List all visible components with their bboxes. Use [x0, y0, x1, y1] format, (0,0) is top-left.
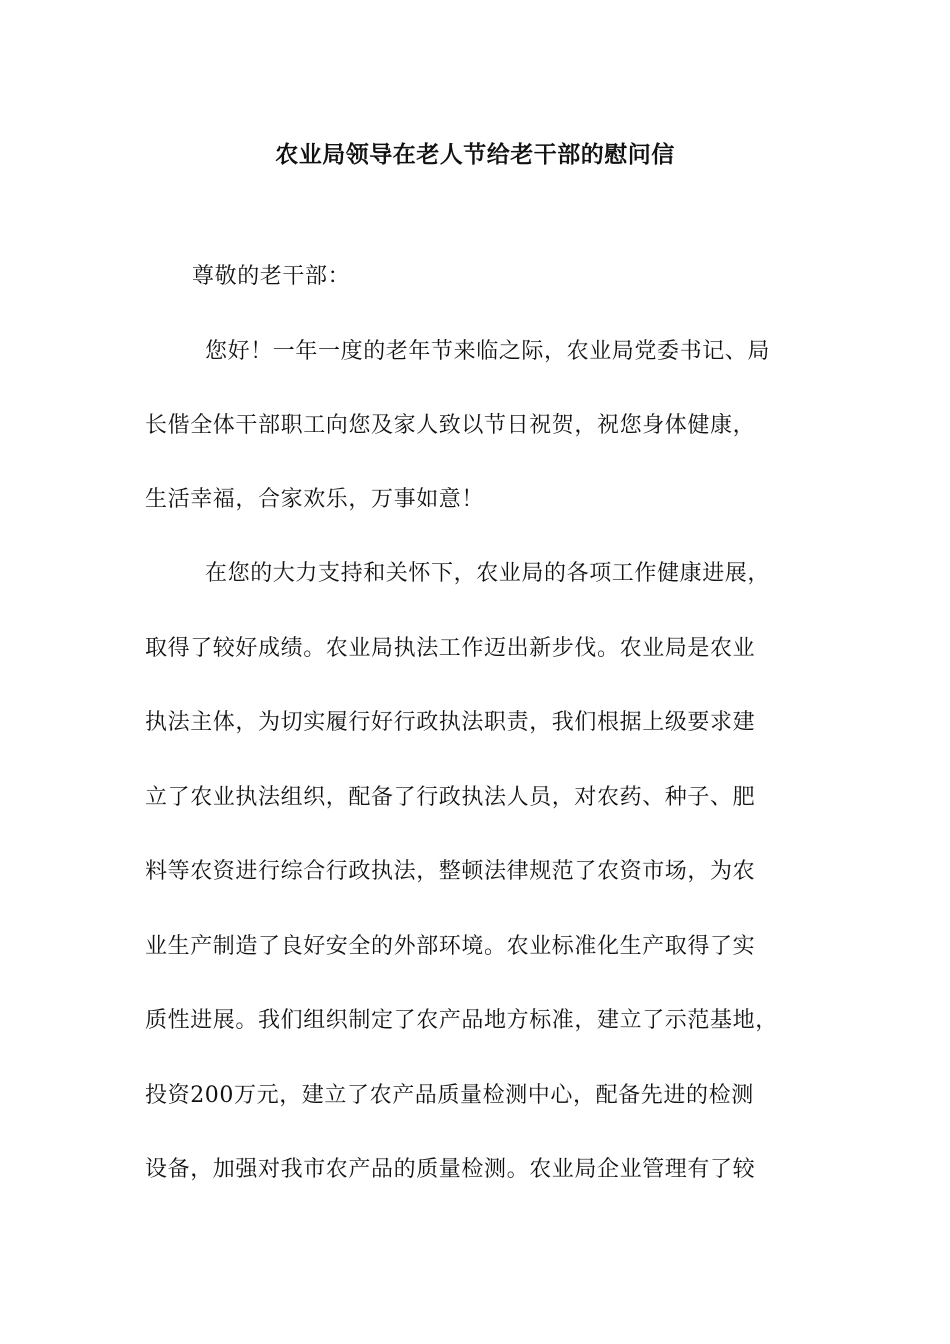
- salutation: 尊敬的老干部：: [192, 264, 351, 289]
- letter-title: 农业局领导在老人节给老干部的慰问信: [275, 141, 675, 168]
- paragraph-2-line-3: 执法主体，为切实履行好行政执法职责，我们根据上级要求建: [145, 710, 756, 735]
- paragraph-2-line-9: 设备，加强对我市农产品的质量检测。农业局企业管理有了较: [145, 1157, 756, 1182]
- paragraph-2-line-4: 立了农业执法组织，配备了行政执法人员，对农药、种子、肥: [145, 785, 756, 810]
- paragraph-2-line-1: 在您的大力支持和关怀下，农业局的各项工作健康进展，: [205, 561, 771, 586]
- paragraph-1-line-2: 长偕全体干部职工向您及家人致以节日祝贺，祝您身体健康，: [145, 413, 756, 438]
- paragraph-2-line-6: 业生产制造了良好安全的外部环境。农业标准化生产取得了实: [145, 934, 756, 959]
- paragraph-2-line-5: 料等农资进行综合行政执法，整顿法律规范了农资市场，为农: [145, 859, 756, 884]
- paragraph-2-line-2: 取得了较好成绩。农业局执法工作迈出新步伐。农业局是农业: [145, 636, 756, 661]
- paragraph-2-line-7: 质性进展。我们组织制定了农产品地方标准，建立了示范基地，: [145, 1008, 778, 1033]
- paragraph-1-line-1: 您好！一年一度的老年节来临之际，农业局党委书记、局: [205, 339, 771, 364]
- paragraph-1-line-3: 生活幸福，合家欢乐，万事如意！: [145, 487, 485, 512]
- paragraph-2-line-8: 投资200万元，建立了农产品质量检测中心，配备先进的检测: [145, 1083, 754, 1108]
